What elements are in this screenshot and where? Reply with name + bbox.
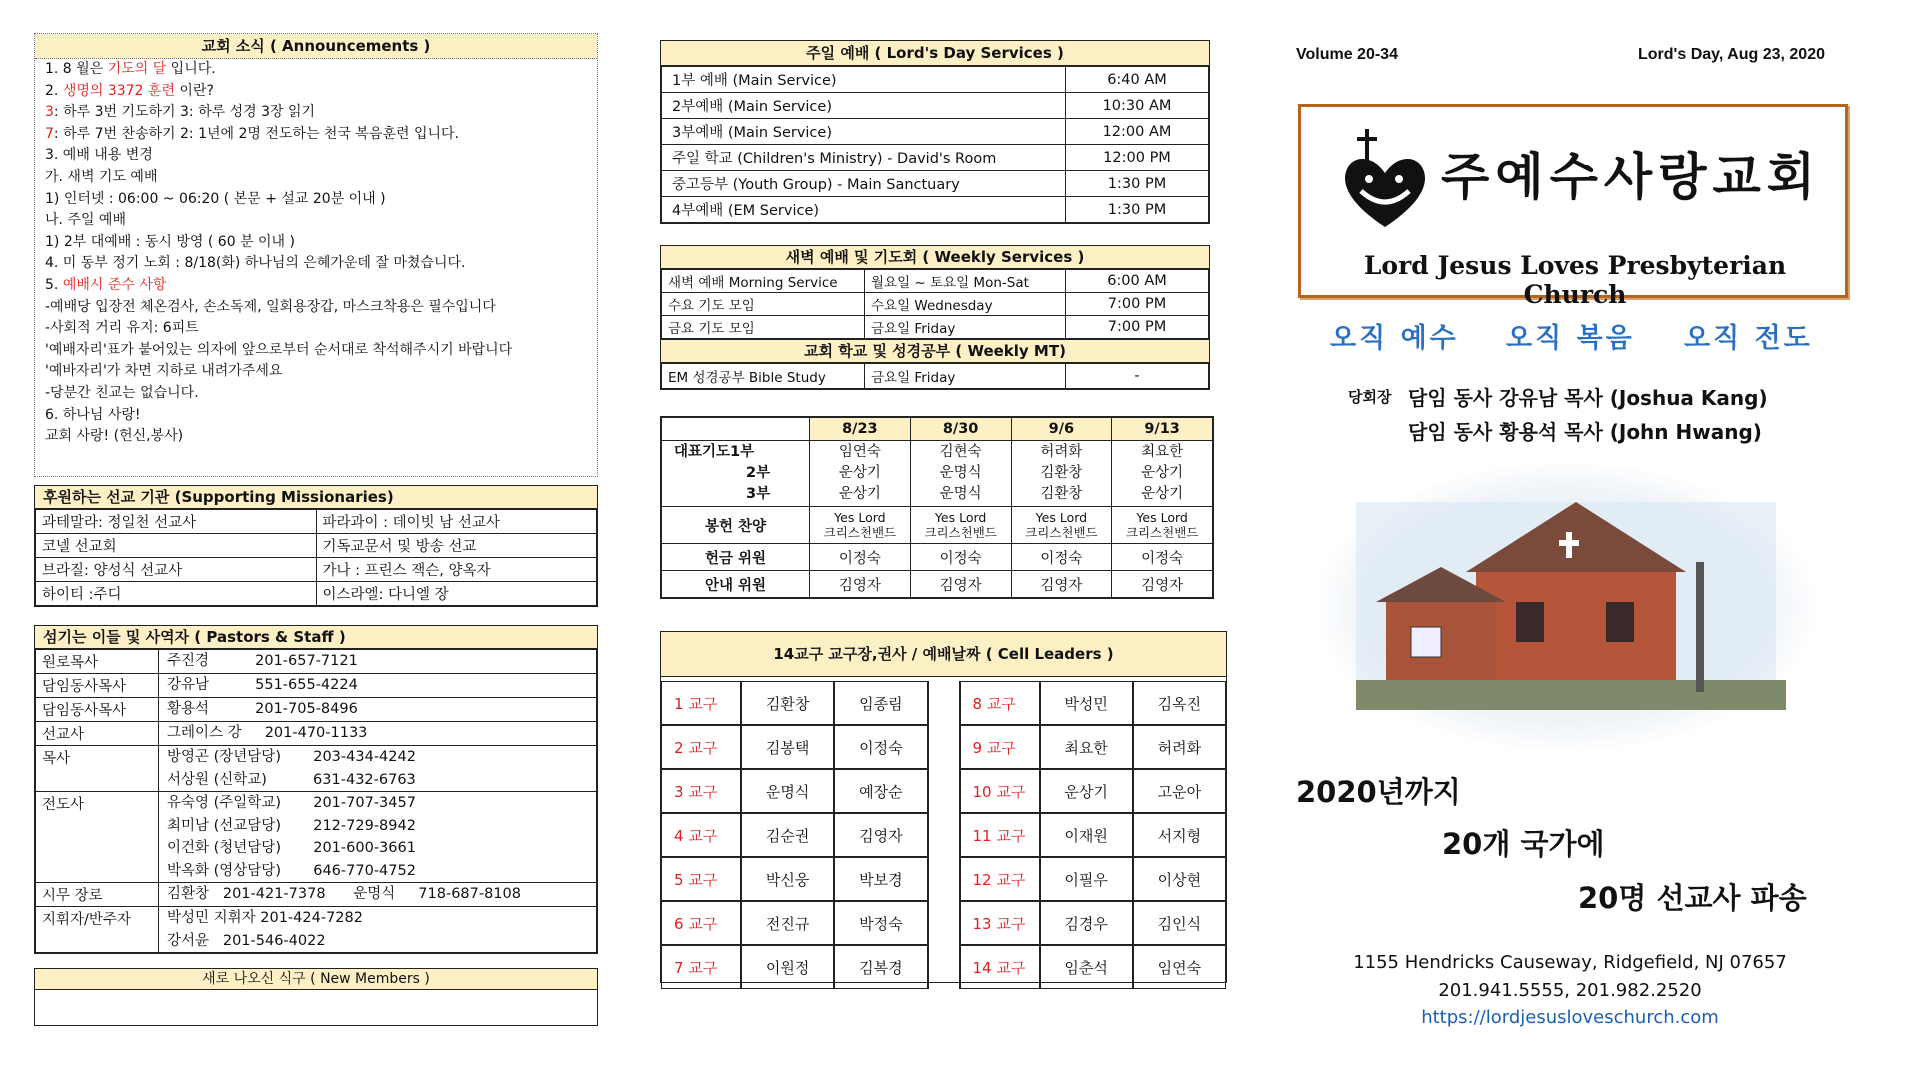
prayer-leader-name: 운상기 (838, 465, 881, 481)
announcement-text: '예배자리'표가 붙어있는 의자에 앞으로부터 순서대로 착석해주시기 바랍니다 (45, 341, 513, 358)
announcement-line (35, 383, 597, 405)
announcements-title: 교회 소식 ( Announcements ) (35, 34, 597, 59)
duty-header-row (662, 418, 1213, 441)
staff-row (36, 650, 597, 674)
missionaries-title: 후원하는 선교 기관 (Supporting Missionaries) (35, 486, 597, 509)
cell-leader-name: 최요한 (1040, 725, 1133, 769)
cell-leader-name: 이필우 (1040, 857, 1133, 901)
weekly-service-name: 금요 기도 모임 (662, 316, 865, 339)
duty-date: 9/6 (1011, 418, 1112, 441)
cell-spacer (928, 857, 960, 901)
duty-prayer-label (662, 441, 810, 507)
duty-offering-cell: 이정숙 (910, 544, 1011, 571)
prayer-label-1: 대표기도1부 (674, 444, 755, 460)
duty-guide-cell: 김영자 (1011, 571, 1112, 598)
missionary-cell: 파라과이 : 데이빗 남 선교사 (316, 510, 597, 534)
weekly-service-row (662, 270, 1209, 293)
missionary-row (36, 534, 597, 558)
sunday-services-title: 주일 예배 ( Lord's Day Services ) (661, 41, 1209, 66)
staff-entry: 최미남 (선교담당) 212-729-8942 (167, 817, 416, 834)
cell-leader-name: 전진규 (741, 901, 834, 945)
duty-praise-cell: Yes Lord 크리스천밴드 (1112, 507, 1213, 544)
staff-row (36, 674, 597, 698)
cell-leader-name: 김환창 (741, 681, 834, 725)
pastor-line-2: 담임 동사 황용석 목사 (John Hwang) (1408, 420, 1762, 444)
announcement-line (35, 124, 597, 146)
duty-prayer-row (662, 441, 1213, 507)
missionary-row (36, 582, 597, 606)
cell-spacer (928, 769, 960, 813)
mission-goal-line-2: 20개 국가에 (1442, 827, 1605, 861)
staff-row (36, 907, 597, 953)
church-website-link[interactable]: https://lordjesusloveschurch.com (1421, 1007, 1719, 1028)
cell-district-label: 6 교구 (661, 901, 741, 945)
pastor-line-1: 담임 동사 강유남 목사 (Joshua Kang) (1408, 386, 1768, 410)
prayer-leader-name: 김현숙 (939, 444, 982, 460)
cell-district-label: 13 교구 (960, 901, 1040, 945)
prayer-leader-name: 최요한 (1141, 444, 1184, 460)
staff-entry: 유숙영 (주일학교) 201-707-3457 (167, 795, 416, 811)
cell-leader-row (661, 725, 1226, 769)
mission-goal-line-3: 20명 선교사 파송 (1578, 881, 1807, 915)
service-time: 12:00 PM (1066, 145, 1209, 171)
announcement-line (35, 59, 597, 81)
staff-role: 목사 (36, 746, 159, 792)
staff-entry: 김환창 201-421-7378 운명식 718-687-8108 (167, 886, 522, 903)
staff-entries (159, 674, 597, 698)
duty-roster-box (660, 416, 1214, 599)
staff-title: 섬기는 이들 및 사역자 ( Pastors & Staff ) (35, 626, 597, 649)
cell-district-label: 10 교구 (960, 769, 1040, 813)
cell-leader-name: 김봉택 (741, 725, 834, 769)
cell-spacer (928, 901, 960, 945)
announcement-text: 교회 사랑! (헌신,봉사) (45, 428, 184, 445)
staff-role: 지휘자/반주자 (36, 907, 159, 953)
cell-leader-row (661, 901, 1226, 945)
announcement-text: : 하루 3번 기도하기 3: 하루 성경 3장 읽기 (53, 104, 316, 121)
motto-evangelism: 오직 전도 (1684, 323, 1813, 354)
announcement-highlight: 생명의 3372 훈련 (62, 82, 175, 99)
prayer-leader-name: 운상기 (838, 486, 881, 502)
staff-role: 담임동사목사 (36, 698, 159, 722)
weekly-service-row (662, 293, 1209, 316)
cell-spacer (928, 681, 960, 725)
bible-study-table (661, 363, 1209, 389)
mission-goal-line-1: 2020년까지 (1296, 775, 1461, 809)
duty-praise-row (662, 507, 1213, 544)
service-time: 12:00 AM (1066, 119, 1209, 145)
staff-box (34, 625, 598, 954)
cell-district-label: 7 교구 (661, 945, 741, 989)
cell-leader-name: 임연숙 (1133, 945, 1226, 989)
new-members-box (34, 968, 598, 1026)
duty-offering-row (662, 544, 1213, 571)
weekly-service-day: 금요일 Friday (865, 316, 1066, 339)
cell-leader-name: 박신웅 (741, 857, 834, 901)
church-address: 1155 Hendricks Causeway, Ridgefield, NJ 07657 (1353, 952, 1787, 973)
duty-prayer-cell (910, 441, 1011, 507)
cell-leader-name: 김경우 (1040, 901, 1133, 945)
weekly-service-time: 7:00 PM (1066, 293, 1209, 316)
volume-label: Volume 20-34 (1296, 46, 1398, 63)
announcement-line (35, 232, 597, 254)
prayer-leader-name: 운명식 (939, 486, 982, 502)
cell-leaders-box (660, 631, 1227, 983)
missionaries-box (34, 485, 598, 607)
announcement-highlight: 7 (45, 125, 54, 142)
duty-praise-cell: Yes Lord 크리스천밴드 (1011, 507, 1112, 544)
staff-entries (159, 907, 597, 953)
bible-study-row (662, 364, 1209, 389)
prayer-leader-name: 운상기 (1141, 465, 1184, 481)
church-building-photo (1316, 462, 1816, 752)
duty-date: 8/23 (810, 418, 911, 441)
staff-entry: 강서윤 201-546-4022 (167, 932, 326, 949)
cell-leader-name: 허려화 (1133, 725, 1226, 769)
staff-row (36, 883, 597, 907)
cell-leader-name: 박보경 (834, 857, 927, 901)
service-row (662, 119, 1209, 145)
missionary-cell: 코넬 선교회 (36, 534, 317, 558)
bible-study-title: 교회 학교 및 성경공부 ( Weekly MT) (661, 339, 1209, 363)
church-building-illustration (1316, 462, 1816, 752)
weekly-service-day: 수요일 Wednesday (865, 293, 1066, 316)
duty-guide-cell: 김영자 (1112, 571, 1213, 598)
announcement-highlight: 기도의 달 (107, 61, 167, 77)
weekly-services-box (660, 245, 1210, 390)
staff-row (36, 746, 597, 792)
cell-district-label: 14 교구 (960, 945, 1040, 989)
announcement-line (35, 361, 597, 383)
announcement-text: 입니다. (166, 61, 216, 77)
bible-study-day: 금요일 Friday (865, 364, 1066, 389)
announcement-line (35, 189, 597, 211)
cell-district-label: 9 교구 (960, 725, 1040, 769)
announcement-text: 1) 인터넷 : 06:00 ~ 06:20 ( 본문 + 설교 20분 이내 ) (45, 190, 386, 207)
duty-guide-row (662, 571, 1213, 598)
announcement-highlight: 3 (45, 104, 54, 121)
staff-row (36, 722, 597, 746)
service-name: 4부예배 (EM Service) (662, 197, 1066, 223)
staff-entries (159, 698, 597, 722)
service-row (662, 93, 1209, 119)
staff-entries (159, 722, 597, 746)
announcement-line (35, 426, 597, 448)
cell-spacer (928, 725, 960, 769)
duty-date: 9/13 (1112, 418, 1213, 441)
staff-entry: 박옥화 (영상담당) 646-770-4752 (167, 862, 416, 879)
cell-leader-name: 박성민 (1040, 681, 1133, 725)
announcement-line (35, 340, 597, 362)
missionary-cell: 가나 : 프린스 잭슨, 양옥자 (316, 558, 597, 582)
announcement-text: '예바자리'가 차면 지하로 내려가주세요 (45, 363, 283, 380)
duty-praise-cell: Yes Lord 크리스천밴드 (910, 507, 1011, 544)
cell-spacer (928, 813, 960, 857)
staff-entry: 이건화 (청년담당) 201-600-3661 (167, 840, 416, 856)
staff-entry: 주진경 201-657-7121 (167, 653, 358, 670)
missionary-cell: 기독교문서 및 방송 선교 (316, 534, 597, 558)
duty-guide-cell: 김영자 (810, 571, 911, 598)
cell-leader-name: 김인식 (1133, 901, 1226, 945)
service-time: 6:40 AM (1066, 67, 1209, 93)
missionary-cell: 과테말라: 정일천 선교사 (36, 510, 317, 534)
staff-role: 시무 장로 (36, 883, 159, 907)
cell-leader-name: 이정숙 (834, 725, 927, 769)
service-time: 1:30 PM (1066, 197, 1209, 223)
announcement-text: 5. (45, 276, 63, 293)
staff-role: 담임동사목사 (36, 674, 159, 698)
cell-leader-name: 운명식 (741, 769, 834, 813)
prayer-label-2: 2부 (746, 465, 771, 481)
motto-gospel: 오직 복음 (1506, 323, 1635, 354)
service-row (662, 197, 1209, 223)
cell-leader-name: 임종림 (834, 681, 927, 725)
cell-leader-row (661, 857, 1226, 901)
cell-leaders-title: 14교구 교구장,권사 / 예배날짜 ( Cell Leaders ) (661, 632, 1226, 677)
duty-prayer-cell (1011, 441, 1112, 507)
service-row (662, 171, 1209, 197)
cell-leader-row (661, 769, 1226, 813)
staff-entry: 박성민 지휘자 201-424-7282 (167, 910, 363, 926)
cell-leader-name: 김영자 (834, 813, 927, 857)
weekly-service-row (662, 316, 1209, 339)
weekly-services-table (661, 269, 1209, 339)
duty-praise-label: 봉헌 찬양 (662, 507, 810, 544)
staff-entries (159, 746, 597, 792)
staff-row (36, 792, 597, 883)
cell-leader-name: 김순권 (741, 813, 834, 857)
prayer-leader-name: 허려화 (1040, 444, 1083, 460)
announcement-text: 나. 주일 예배 (45, 212, 126, 229)
staff-entries (159, 650, 597, 674)
cell-leader-name: 임춘석 (1040, 945, 1133, 989)
cell-leader-name: 박정숙 (834, 901, 927, 945)
staff-table (35, 649, 597, 953)
staff-role: 원로목사 (36, 650, 159, 674)
service-time: 1:30 PM (1066, 171, 1209, 197)
missionary-row (36, 558, 597, 582)
missionary-cell: 브라질: 양성식 선교사 (36, 558, 317, 582)
service-name: 주일 학교 (Children's Ministry) - David's Room (662, 145, 1066, 171)
cell-district-label: 2 교구 (661, 725, 741, 769)
missionary-row (36, 510, 597, 534)
cell-leader-name: 김복경 (834, 945, 927, 989)
announcement-line (35, 102, 597, 124)
motto-jesus: 오직 예수 (1330, 323, 1459, 354)
service-name: 중고등부 (Youth Group) - Main Sanctuary (662, 171, 1066, 197)
prayer-leader-name: 임연숙 (838, 444, 881, 460)
duty-date: 8/30 (910, 418, 1011, 441)
missionary-cell: 하이티 :주디 (36, 582, 317, 606)
announcement-line (35, 81, 597, 103)
announcement-text: 가. 새벽 기도 예배 (45, 168, 158, 185)
staff-role: 선교사 (36, 722, 159, 746)
announcement-text: 1) 2부 대예배 : 동시 방영 ( 60 분 이내 ) (45, 233, 295, 250)
service-name: 2부예배 (Main Service) (662, 93, 1066, 119)
duty-prayer-cell (810, 441, 911, 507)
cell-leader-name: 고운아 (1133, 769, 1226, 813)
cell-leader-row (661, 945, 1226, 989)
missionary-cell: 이스라엘: 다니엘 장 (316, 582, 597, 606)
cell-district-label: 12 교구 (960, 857, 1040, 901)
staff-entry: 강유남 551-655-4224 (167, 677, 358, 694)
cell-leader-row (661, 681, 1226, 725)
service-time: 10:30 AM (1066, 93, 1209, 119)
announcement-text: 1. 8 월은 (45, 61, 108, 77)
church-phones: 201.941.5555, 201.982.2520 (1438, 980, 1702, 1001)
bible-study-name: EM 성경공부 Bible Study (662, 364, 865, 389)
cell-district-label: 4 교구 (661, 813, 741, 857)
weekly-service-name: 수요 기도 모임 (662, 293, 865, 316)
staff-entry: 황용석 201-705-8496 (167, 701, 358, 718)
weekly-service-name: 새벽 예배 Morning Service (662, 270, 865, 293)
cell-leader-name: 이원정 (741, 945, 834, 989)
announcement-text: -당분간 친교는 없습니다. (45, 384, 199, 401)
weekly-service-time: 7:00 PM (1066, 316, 1209, 339)
cell-leaders-table (661, 681, 1226, 989)
announcement-text: 이란? (174, 82, 214, 99)
staff-row (36, 698, 597, 722)
logo-korean-name: 주예수사랑교회 (1441, 147, 1822, 206)
announcement-line (35, 405, 597, 427)
heart-cross-logo-icon (1337, 127, 1433, 237)
duty-offering-cell: 이정숙 (810, 544, 911, 571)
new-members-title: 새로 나오신 식구 ( New Members ) (35, 969, 597, 990)
announcement-line (35, 275, 597, 297)
staff-entry: 방영곤 (장년담당) 203-434-4242 (167, 749, 416, 765)
duty-corner-cell (662, 418, 810, 441)
weekly-service-time: 6:00 AM (1066, 270, 1209, 293)
cell-leader-name: 운상기 (1040, 769, 1133, 813)
date-label: Lord's Day, Aug 23, 2020 (1638, 46, 1825, 63)
cell-district-label: 3 교구 (661, 769, 741, 813)
prayer-leader-name: 운상기 (1141, 486, 1184, 502)
church-logo-banner (1298, 104, 1848, 309)
cell-district-label: 11 교구 (960, 813, 1040, 857)
announcement-text: -사회적 거리 유지: 6피트 (45, 320, 199, 337)
service-row (662, 67, 1209, 93)
duty-prayer-cell (1112, 441, 1213, 507)
duty-guide-cell: 김영자 (910, 571, 1011, 598)
announcement-line (35, 253, 597, 275)
sunday-services-table (661, 66, 1209, 223)
duty-guide-label: 안내 위원 (662, 571, 810, 598)
service-row (662, 145, 1209, 171)
service-name: 3부예배 (Main Service) (662, 119, 1066, 145)
cell-leader-name: 예장순 (834, 769, 927, 813)
cell-leader-name: 이상현 (1133, 857, 1226, 901)
duty-offering-label: 헌금 위원 (662, 544, 810, 571)
cell-leader-name: 이재원 (1040, 813, 1133, 857)
announcement-line (35, 318, 597, 340)
prayer-leader-name: 운명식 (939, 465, 982, 481)
weekly-service-day: 월요일 ~ 토요일 Mon-Sat (865, 270, 1066, 293)
staff-entry: 서상원 (신학교) 631-432-6763 (167, 771, 416, 788)
announcement-line (35, 145, 597, 167)
service-name: 1부 예배 (Main Service) (662, 67, 1066, 93)
cell-spacer (928, 945, 960, 989)
cell-leader-row (661, 813, 1226, 857)
duty-roster-table (661, 417, 1213, 598)
announcement-text: : 하루 7번 찬송하기 2: 1년에 2명 전도하는 천국 복음훈련 입니다. (53, 125, 459, 142)
cell-district-label: 8 교구 (960, 681, 1040, 725)
announcement-text: 2. (45, 82, 63, 99)
cell-leader-name: 서지형 (1133, 813, 1226, 857)
announcement-text: 6. 하나님 사랑! (45, 406, 141, 423)
cell-district-label: 1 교구 (661, 681, 741, 725)
staff-role: 전도사 (36, 792, 159, 883)
staff-entry: 그레이스 강 201-470-1133 (167, 725, 368, 742)
pastors-prefix: 당회장 (1348, 388, 1392, 406)
prayer-label-3: 3부 (746, 486, 771, 502)
announcement-line (35, 210, 597, 232)
duty-offering-cell: 이정숙 (1011, 544, 1112, 571)
announcement-text: 3. 예배 내용 변경 (45, 147, 153, 164)
duty-praise-cell: Yes Lord 크리스천밴드 (810, 507, 911, 544)
cell-leader-name: 김옥진 (1133, 681, 1226, 725)
logo-english-name: Lord Jesus Loves Presbyterian Church (1363, 251, 1787, 309)
missionaries-table (35, 509, 597, 606)
announcement-line (35, 167, 597, 189)
staff-entries (159, 792, 597, 883)
prayer-leader-name: 김환창 (1040, 465, 1083, 481)
announcement-highlight: 예배시 준수 사항 (62, 276, 167, 293)
duty-offering-cell: 이정숙 (1112, 544, 1213, 571)
announcements-box (34, 33, 598, 477)
announcements-list (35, 59, 597, 448)
prayer-leader-name: 김환창 (1040, 486, 1083, 502)
weekly-services-title: 새벽 예배 및 기도회 ( Weekly Services ) (661, 246, 1209, 269)
bible-study-time: - (1066, 364, 1209, 389)
cell-district-label: 5 교구 (661, 857, 741, 901)
announcement-line (35, 297, 597, 319)
staff-entries (159, 883, 597, 907)
announcement-text: -예배당 입장전 체온검사, 손소독제, 일회용장갑, 마스크착용은 필수입니다 (45, 298, 496, 315)
announcement-text: 4. 미 동부 정기 노회 : 8/18(화) 하나님의 은혜가운데 잘 마쳤습니다. (45, 255, 466, 272)
sunday-services-box (660, 40, 1210, 224)
